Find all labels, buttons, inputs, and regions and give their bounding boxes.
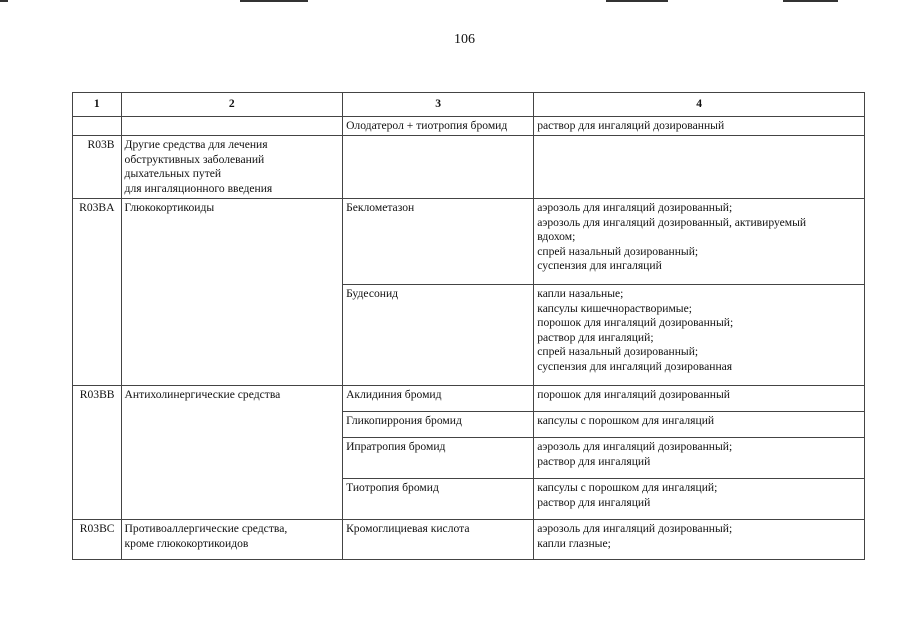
drug-name: Беклометазон [346, 201, 415, 214]
group-name-line: Глюкокортикоиды [124, 201, 215, 214]
drug-name: Аклидиния бромид [346, 388, 442, 401]
table-row [73, 520, 865, 560]
dosage-forms-cell [534, 285, 865, 386]
atc-code: R03BB [79, 388, 115, 401]
dosage-form: суспензия для ингаляций [537, 259, 662, 272]
drug-name-cell [343, 136, 534, 199]
dosage-form: капли назальные; [537, 287, 624, 300]
group-cell [121, 386, 343, 520]
dosage-forms-cell [534, 479, 865, 520]
atc-code: R03BC [79, 522, 115, 535]
group-name-line: Противоаллергические средства, [124, 522, 288, 535]
group-name-line: Антихолинергические средства [124, 388, 281, 401]
header-row [73, 93, 865, 117]
group-cell [121, 520, 343, 560]
dosage-forms-cell [534, 412, 865, 438]
group-name-line: обструктивных заболеваний [124, 152, 265, 166]
dosage-forms-cell [534, 520, 865, 560]
top-edge-rule [606, 0, 668, 2]
drug-name-cell [343, 479, 534, 520]
dosage-form: аэрозоль для ингаляций дозированный; [537, 201, 733, 214]
group-cell [121, 116, 343, 136]
dosage-form: капсулы с порошком для ингаляций [537, 414, 715, 427]
header-cell: 1 [73, 93, 122, 117]
drug-name: Гликопиррония бромид [346, 414, 462, 427]
drug-name: Кромоглициевая кислота [346, 522, 470, 535]
drug-table [72, 92, 865, 560]
drug-name-cell [343, 386, 534, 412]
dosage-form: спрей назальный дозированный; [537, 244, 699, 258]
drug-name-cell [343, 438, 534, 479]
atc-code-cell [73, 386, 122, 520]
dosage-form: капсулы кишечнорастворимые; [537, 301, 692, 315]
atc-code: R03B [87, 138, 115, 151]
dosage-forms-cell [534, 386, 865, 412]
dosage-form: вдохом; [537, 230, 576, 243]
group-name-line: кроме глюкокортикоидов [124, 536, 249, 550]
drug-name: Олодатерол + тиотропия бромид [346, 118, 508, 132]
dosage-forms-cell [534, 116, 865, 136]
table-row [73, 199, 865, 285]
dosage-form: раствор для ингаляций; [537, 330, 654, 344]
atc-code-cell [73, 116, 122, 136]
dosage-form: аэрозоль для ингаляций дозированный; [537, 440, 733, 453]
drug-name: Тиотропия бромид [346, 481, 439, 494]
atc-code-cell [73, 199, 122, 386]
drug-name: Будесонид [346, 287, 399, 300]
group-name-line: для ингаляционного введения [124, 181, 273, 195]
drug-name: Ипратропия бромид [346, 440, 446, 453]
group-name-line: дыхательных путей [124, 167, 222, 180]
drug-name-cell [343, 199, 534, 285]
dosage-forms-cell [534, 199, 865, 285]
group-cell [121, 199, 343, 386]
dosage-form: раствор для ингаляций [537, 495, 651, 509]
atc-code-cell [73, 520, 122, 560]
table-row [73, 116, 865, 136]
group-cell [121, 136, 343, 199]
dosage-forms-cell [534, 438, 865, 479]
header-cell: 3 [343, 93, 534, 117]
drug-name-cell [343, 520, 534, 560]
top-edge-rule [0, 0, 8, 2]
dosage-form: раствор для ингаляций дозированный [537, 118, 725, 132]
dosage-form: суспензия для ингаляций дозированная [537, 359, 733, 373]
drug-name-cell [343, 285, 534, 386]
header-cell: 2 [121, 93, 343, 117]
drug-name-cell [343, 116, 534, 136]
table-row [73, 136, 865, 199]
dosage-form: аэрозоль для ингаляций дозированный; [537, 522, 733, 535]
dosage-form: капсулы с порошком для ингаляций; [537, 481, 718, 494]
atc-code-cell [73, 136, 122, 199]
dosage-form: порошок для ингаляций дозированный [537, 388, 730, 401]
top-edge-rule [240, 0, 308, 2]
group-name-line: Другие средства для лечения [124, 138, 268, 151]
dosage-form: капли глазные; [537, 536, 611, 550]
dosage-form: порошок для ингаляций дозированный; [537, 316, 734, 329]
table-row [73, 386, 865, 412]
dosage-form: раствор для ингаляций [537, 454, 651, 468]
header-cell: 4 [534, 93, 865, 117]
top-edge-rule [783, 0, 838, 2]
atc-code: R03BA [79, 201, 115, 214]
page-number: 106 [454, 32, 475, 47]
dosage-forms-cell [534, 136, 865, 199]
drug-name-cell [343, 412, 534, 438]
dosage-form: спрей назальный дозированный; [537, 345, 699, 358]
dosage-form: аэрозоль для ингаляций дозированный, активируемый [537, 215, 807, 229]
